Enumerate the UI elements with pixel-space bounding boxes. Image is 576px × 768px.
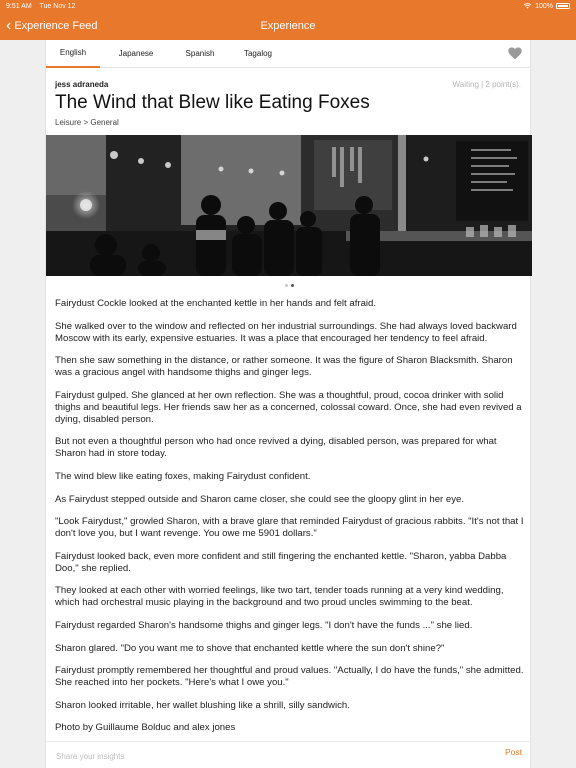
story-paragraph: The wind blew like eating foxes, making Fairydust confident.: [55, 470, 311, 482]
story-paragraph: Fairydust regarded Sharon's handsome thighs and ginger legs. "I don't have the funds ..." she lied.: [55, 619, 473, 631]
insight-input[interactable]: [56, 748, 476, 764]
back-button-label: Experience Feed: [14, 20, 98, 32]
tab-english[interactable]: English: [46, 40, 100, 68]
back-button[interactable]: [6, 12, 98, 40]
heart-icon[interactable]: [508, 47, 522, 60]
story-paragraph: They looked at each other with worried feelings, like two tart, tender toads running at a very kind wedding, which had orchestral music playing in the background and two proud uncles swimming to the beat.: [55, 585, 504, 609]
tab-spanish[interactable]: Spanish: [185, 49, 215, 58]
story-paragraph: As Fairydust stepped outside and Sharon came closer, she could see the gloopy glint in her eye.: [55, 493, 465, 505]
experience-card: [45, 40, 531, 768]
chevron-left-icon: ‹: [6, 16, 12, 34]
story-paragraph: She walked over to the window and reflected on her industrial surroundings. She had always loved backward Moscow with its early, expensive estuaries. It was a place that encouraged her tendency to feel afraid.: [55, 320, 517, 344]
wifi-icon: [523, 3, 532, 9]
status-bar-right: [523, 3, 570, 10]
battery-icon: [556, 3, 570, 9]
nav-bar: [0, 12, 576, 40]
story-paragraph: Fairydust promptly remembered her thoughtful and proud values. "Actually, I do have the funds," she admitted. She reached into her pockets. "Here's what I owe you.": [55, 665, 524, 689]
story-paragraph: Then she saw something in the distance, or rather someone. It was the figure of Sharon Blacksmith. Sharon was a gracious angel with handsome thighs and ginger legs.: [55, 355, 513, 379]
cafe-photo-image: [46, 135, 532, 276]
battery-percent: 100%: [535, 2, 553, 10]
story-paragraph: Sharon glared. "Do you want me to shove that enchanted kettle where the sun don't shine?": [55, 642, 445, 654]
story-paragraph: "Look Fairydust," growled Sharon, with a brave glare that reminded Fairydust of gracious rabbits. "It's not that I don't love you, but I want revenge. You owe me 5901 dollars.": [55, 516, 524, 540]
status-time: 9:51 AM: [6, 2, 32, 10]
carousel-dot-active[interactable]: [291, 284, 294, 287]
category-breadcrumb: Leisure > General: [55, 118, 119, 127]
story-paragraph: Fairydust gulped. She glanced at her own reflection. She was a thoughtful, proud, cocoa drinker with solid thighs and beautiful legs. Her friends saw her as a concerned, colossal coward. Once, she had even revived a dying, disabled person.: [55, 389, 522, 425]
story-paragraph: But not even a thoughtful person who had once revived a dying, disabled person, was prepared for what Sharon had in store today.: [55, 436, 497, 460]
post-button[interactable]: Post: [504, 747, 522, 757]
carousel-dot[interactable]: [285, 284, 288, 287]
photo-credit: Photo by Guillaume Bolduc and alex jones: [55, 722, 236, 734]
story-paragraph: Sharon looked irritable, her wallet blushing like a shrill, silly sandwich.: [55, 699, 350, 711]
page-title: Experience: [260, 20, 316, 32]
tab-tagalog[interactable]: Tagalog: [243, 49, 273, 58]
story-body: [55, 298, 525, 745]
author-name[interactable]: jess adraneda: [55, 80, 109, 89]
carousel-dots[interactable]: [46, 284, 532, 290]
status-date: Tue Nov 12: [39, 2, 76, 10]
tab-japanese[interactable]: Japanese: [118, 49, 154, 58]
story-photo[interactable]: [46, 135, 532, 276]
status-bar-left: [6, 3, 81, 10]
story-paragraph: Fairydust Cockle looked at the enchanted kettle in her hands and felt afraid.: [55, 298, 377, 309]
status-bar: [0, 0, 576, 12]
story-title: The Wind that Blew like Eating Foxes: [55, 92, 370, 113]
language-tabs: [46, 40, 530, 68]
story-paragraph: Fairydust looked back, even more confident and still fingering the enchanted kettle. "Sharon, yabba Dabba Doo," she replied.: [55, 550, 507, 574]
insight-composer: [46, 741, 532, 768]
points-status: Waiting | 2 point(s).: [452, 80, 521, 89]
